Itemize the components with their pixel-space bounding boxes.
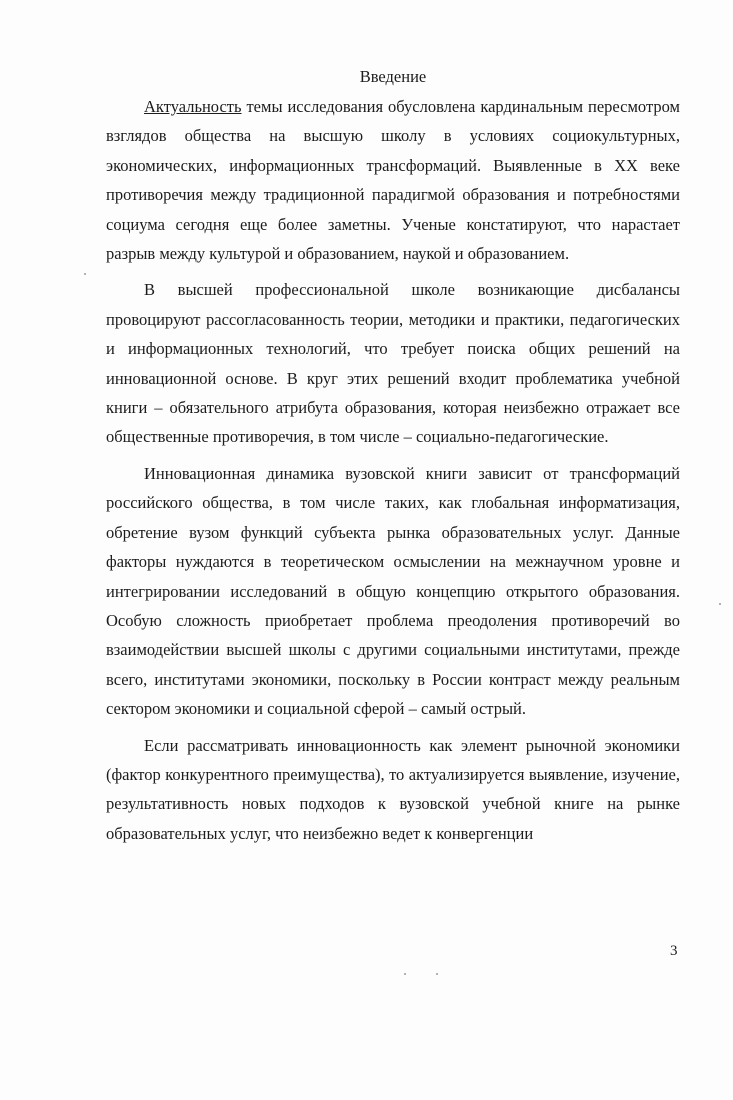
paragraph-lead: Актуальность	[144, 97, 242, 116]
paragraph-2	[106, 275, 680, 451]
paragraph-4	[106, 731, 680, 849]
page-title: Введение	[359, 67, 427, 86]
scan-speck	[84, 273, 86, 275]
paragraph-text: В высшей профессиональной школе возникающие дисбалансы провоцируют рассогласованность теории, методики и практики, педагогических и информационных технологий, что требует поиска общих решений на инновационной основе. В круг этих решений входит проблематика учебной книги – обязательного атрибута образования, которая неизбежно отражает все общественные противоречия, в том числе – социально-педагогические.	[106, 280, 680, 447]
paragraph-text: Инновационная динамика вузовской книги зависит от трансформаций российского общества, в том числе таких, как глобальная информатизация, обретение вузом функций субъекта рынка образовательных услуг. Данные факторы нуждаются в теоретическом осмыслении на межнаучном уровне и интегрировании исследований в общую концепцию открытого образования. Особую сложность приобретает проблема преодоления противоречий во взаимодействии высшей школы с другими социальными институтами, прежде всего, институтами экономики, поскольку в России контраст между реальным сектором экономики и социальной сферой – самый острый.	[106, 463, 680, 719]
scan-speck	[719, 603, 721, 605]
paragraph-1	[106, 92, 680, 268]
scan-speck	[404, 973, 406, 975]
body-text	[106, 92, 680, 848]
paragraph-text: темы исследования обусловлена кардинальным пересмотром взглядов общества на высшую школу в условиях социокультурных, экономических, информационных трансформаций. Выявленные в XX веке противоречия между традиционной парадигмой образования и потребностями социума сегодня еще более заметны. Ученые констатируют, что нарастает разрыв между культурой и образованием, наукой и образованием.	[106, 97, 680, 264]
page-number: 3	[670, 943, 678, 959]
paragraph-text: Если рассматривать инновационность как элемент рыночной экономики (фактор конкурентного преимущества), то актуализируется выявление, изучение, результативность новых подходов к вузовской учебной книге на рынке образовательных услуг, что неизбежно ведет к конвергенции	[106, 735, 680, 843]
paragraph-3	[106, 459, 680, 724]
scan-speck	[436, 973, 438, 975]
